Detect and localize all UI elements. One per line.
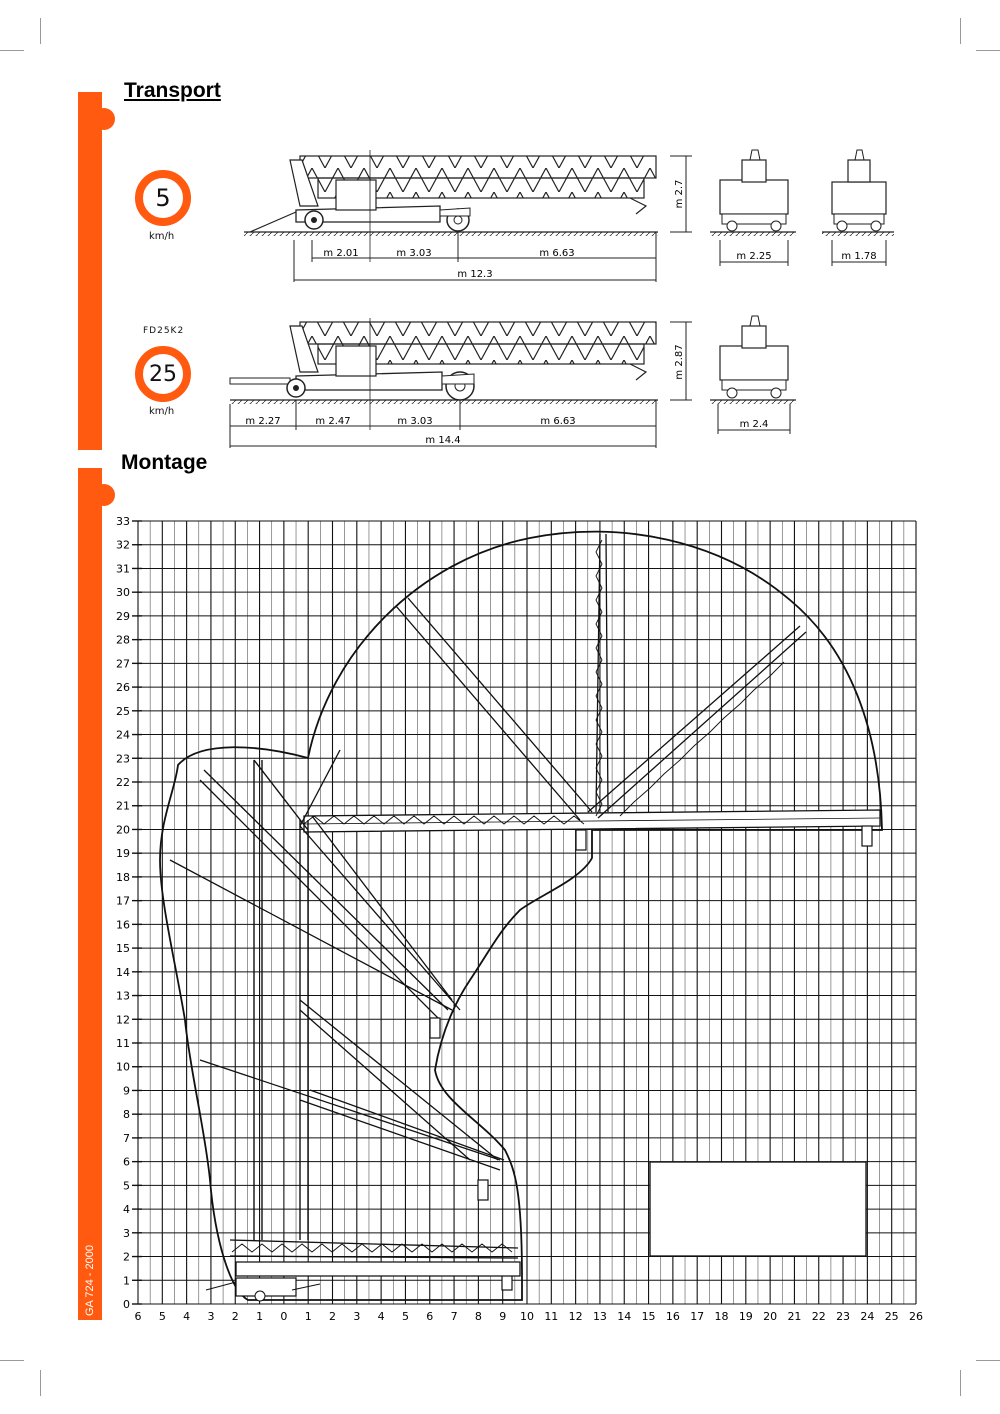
- jib-horizontal: [304, 810, 880, 832]
- x-tick-label: 11: [544, 1310, 559, 1323]
- x-tick-label: 2: [329, 1310, 336, 1323]
- x-tick-label: 26: [909, 1310, 923, 1323]
- jib-positions: [170, 534, 806, 1258]
- speed-value: 25: [149, 361, 177, 387]
- transport-title: Transport: [124, 79, 221, 102]
- height-dimension: m 2.87: [674, 344, 685, 380]
- y-tick-label: 23: [116, 752, 130, 766]
- dimension-label: m 6.63: [540, 416, 576, 427]
- x-tick-label: 2: [231, 1310, 239, 1323]
- crane-base: [206, 1262, 520, 1301]
- y-tick-label: 8: [123, 1108, 130, 1122]
- x-tick-label: 1: [256, 1310, 264, 1323]
- x-tick-label: 10: [520, 1310, 534, 1323]
- crane-tower: [254, 760, 308, 1240]
- speed-unit-label: km/h: [149, 231, 175, 242]
- x-tick-label: 15: [641, 1310, 656, 1323]
- y-tick-label: 12: [116, 1013, 130, 1027]
- y-tick-label: 26: [116, 681, 130, 695]
- x-tick-label: 9: [499, 1310, 507, 1323]
- x-tick-label: 18: [714, 1310, 729, 1323]
- x-tick-label: 5: [401, 1310, 409, 1323]
- x-tick-label: 12: [568, 1310, 583, 1323]
- x-tick-label: 20: [763, 1310, 778, 1323]
- y-tick-label: 13: [116, 989, 130, 1003]
- dimension-label: m 3.03: [396, 248, 432, 259]
- y-tick-label: 24: [116, 728, 130, 742]
- y-tick-label: 2: [123, 1250, 130, 1264]
- total-length: m 14.4: [425, 435, 461, 446]
- x-tick-label: 5: [158, 1310, 166, 1323]
- y-tick-label: 27: [116, 657, 130, 671]
- dimension-label: m 2.01: [323, 248, 359, 259]
- y-tick-label: 31: [116, 562, 130, 576]
- x-tick-label: 4: [183, 1310, 191, 1323]
- x-tick-label: 14: [617, 1310, 632, 1323]
- y-tick-label: 0: [123, 1298, 130, 1311]
- y-tick-label: 3: [123, 1226, 130, 1240]
- y-tick-label: 6: [123, 1155, 130, 1169]
- speed-value: 5: [155, 184, 171, 212]
- y-tick-label: 7: [123, 1131, 130, 1145]
- y-tick-label: 25: [116, 704, 130, 718]
- x-tick-label: 6: [426, 1310, 434, 1323]
- height-dimension: m 2.7: [674, 179, 685, 209]
- model-tag: FD25K2: [143, 326, 185, 336]
- dimension-label: m 3.03: [397, 416, 433, 427]
- y-tick-label: 16: [116, 918, 130, 932]
- x-tick-label: 0: [280, 1310, 288, 1323]
- x-tick-label: 7: [450, 1310, 458, 1323]
- y-tick-label: 19: [116, 847, 130, 861]
- y-tick-label: 5: [123, 1179, 130, 1193]
- x-tick-label: 6: [134, 1310, 142, 1323]
- y-tick-label: 15: [116, 942, 130, 956]
- dimension-label: m 2.27: [245, 416, 281, 427]
- dimension-label: m 2.47: [315, 416, 351, 427]
- y-tick-label: 1: [123, 1274, 130, 1288]
- y-tick-label: 14: [116, 965, 130, 979]
- y-tick-label: 17: [116, 894, 130, 908]
- x-tick-label: 21: [787, 1310, 802, 1323]
- x-tick-label: 3: [353, 1310, 361, 1323]
- total-length: m 12.3: [457, 269, 493, 280]
- y-tick-label: 32: [116, 538, 130, 552]
- width-dimension: m 2.4: [739, 419, 769, 430]
- x-tick-label: 8: [474, 1310, 482, 1323]
- x-tick-label: 16: [665, 1310, 680, 1323]
- lattice-detail: [232, 540, 784, 1252]
- y-tick-label: 33: [116, 515, 130, 528]
- x-tick-label: 17: [690, 1310, 705, 1323]
- width-dimension: m 1.78: [841, 251, 877, 262]
- x-tick-label: 19: [738, 1310, 753, 1323]
- y-tick-label: 9: [123, 1084, 130, 1098]
- x-tick-label: 25: [884, 1310, 899, 1323]
- y-tick-label: 29: [116, 609, 130, 623]
- x-tick-label: 22: [811, 1310, 826, 1323]
- dimension-label: m 6.63: [539, 248, 575, 259]
- document-code: GA 724 - 2000: [84, 1245, 96, 1316]
- y-tick-label: 30: [116, 586, 130, 600]
- legend-box: [650, 1162, 866, 1256]
- x-tick-label: 13: [592, 1310, 607, 1323]
- y-tick-label: 11: [116, 1037, 130, 1050]
- speed-unit-label: km/h: [149, 406, 175, 417]
- y-tick-label: 28: [116, 633, 130, 647]
- x-tick-label: 23: [836, 1310, 851, 1323]
- y-tick-label: 10: [116, 1060, 130, 1074]
- y-tick-label: 21: [116, 799, 130, 813]
- y-tick-label: 22: [116, 776, 130, 789]
- x-tick-label: 4: [377, 1310, 385, 1323]
- width-dimension: m 2.25: [736, 251, 772, 262]
- y-tick-label: 20: [116, 823, 130, 837]
- montage-title: Montage: [121, 451, 208, 474]
- y-tick-label: 4: [123, 1203, 130, 1217]
- x-tick-label: 24: [860, 1310, 875, 1323]
- x-tick-label: 1: [304, 1310, 312, 1323]
- y-tick-label: 18: [116, 870, 130, 884]
- x-tick-label: 3: [207, 1310, 215, 1323]
